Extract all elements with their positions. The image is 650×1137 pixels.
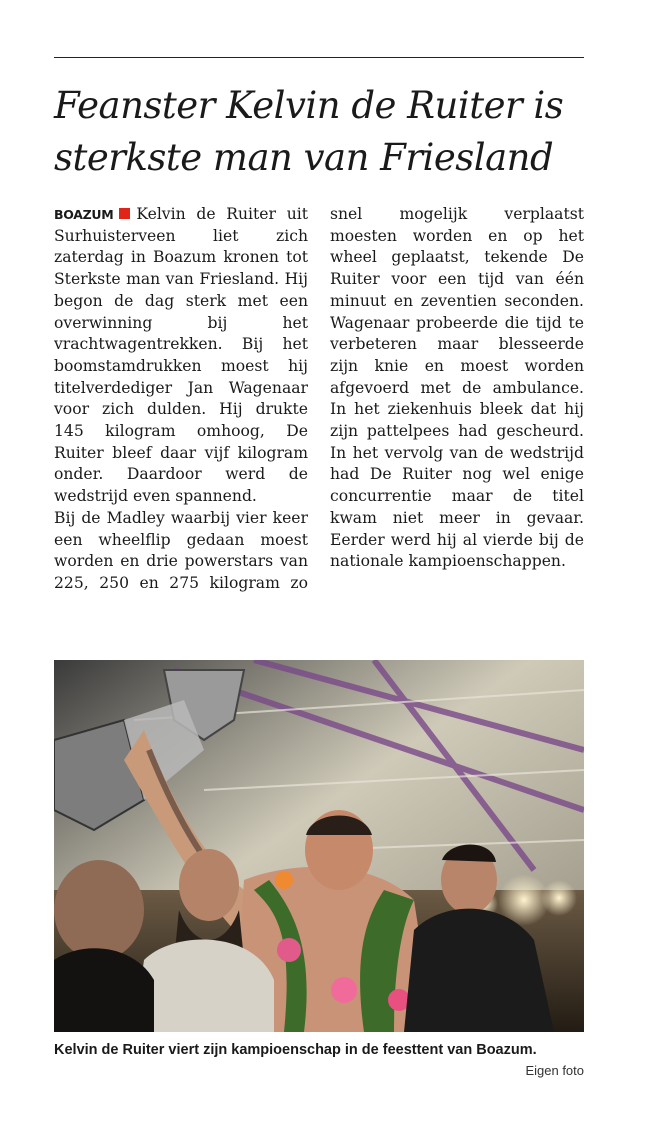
red-square-icon (119, 208, 130, 219)
dateline: BOAZUM (54, 207, 114, 222)
paragraph-1-text: Kelvin de Ruiter uit Surhuisterveen liet zich zaterdag in Boazum kronen tot Sterkste man van Friesland. Hij begon de dag sterk met een overwinning bij het vrachtwagentrekken. Bij het boomstamdrukken moest hij titelverdediger Jan Wagenaar voor zich dulden. Hij drukte 145 kilogram omhoog, De Ruiter bleef daar vijf kilogram onder. Daardoor werd de wedstrijd even spannend. (54, 205, 308, 506)
paragraph-2: Bij de Madley waarbij vier keer een wheelflip gedaan moest worden en drie powerstars van 225, 250 en 275 kilogram zo snel mogelijk verplaatst moesten worden en op het wheel geplaatst, tekende De Ruiter voor een tijd van één minuut en zeventien seconden. Wagenaar probeerde die tijd te verbeteren maar blesseerde zijn knie en moest worden afgevoerd met de ambulance. In het ziekenhuis bleek dat hij zijn pattelpees had gescheurd. In het vervolg van de wedstrijd had De Ruiter nog wel enige concurrentie maar de titel kwam niet meer in gevaar. Eerder werd hij al vierde bij de nationale kampioenschappen. (54, 205, 584, 592)
article-photo (54, 660, 584, 1032)
photo-caption: Kelvin de Ruiter viert zijn kampioenschap in de feesttent van Boazum. (54, 1042, 537, 1058)
top-rule (54, 57, 584, 58)
photo-credit: Eigen foto (525, 1063, 584, 1078)
paragraph-1 (54, 204, 308, 508)
news-article (54, 0, 584, 1137)
headline: Feanster Kelvin de Ruiter is sterkste man van Friesland (54, 84, 564, 179)
article-body (54, 204, 584, 636)
